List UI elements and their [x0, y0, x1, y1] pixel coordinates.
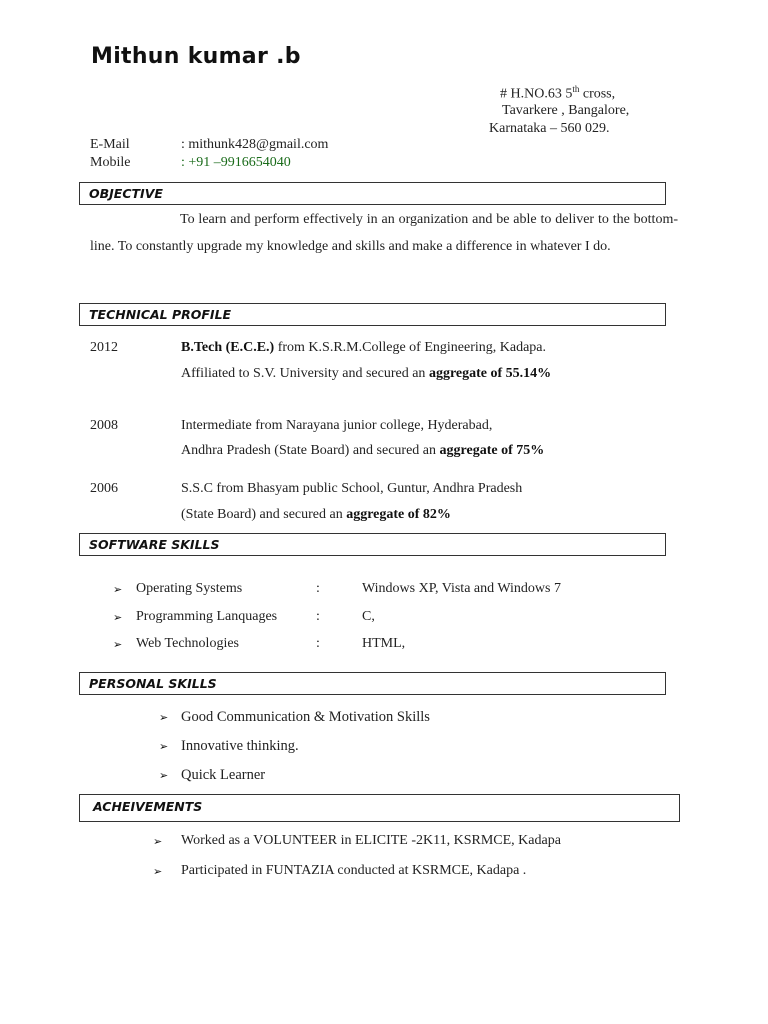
- bullet-arrow-icon: ➢: [153, 865, 163, 878]
- address-line-1: # H.NO.63 5th cross,: [500, 84, 616, 102]
- edu-year-2012: 2012: [90, 340, 118, 355]
- software-skills-section-header: [79, 533, 666, 556]
- bullet-arrow-icon: ➢: [153, 835, 163, 848]
- achievements-section-header: [79, 794, 680, 822]
- personal-skills-section-header: [79, 672, 666, 695]
- edu-line-btech: B.Tech (E.C.E.) from K.S.R.M.College of Engineering, Kadapa.: [181, 340, 546, 355]
- mobile-label: Mobile: [90, 155, 131, 170]
- bullet-arrow-icon: ➢: [113, 611, 123, 624]
- edu-line-ssc-aggregate: (State Board) and secured an aggregate of 82%: [181, 507, 451, 522]
- address-line-2: Tavarkere , Bangalore,: [502, 103, 630, 118]
- edu-year-2006: 2006: [90, 481, 118, 496]
- email-value: : mithunk428@gmail.com: [181, 137, 329, 152]
- edu-line-intermediate-aggregate: Andhra Pradesh (State Board) and secured an aggregate of 75%: [181, 443, 545, 458]
- bullet-arrow-icon: ➢: [113, 583, 123, 596]
- skill-value: C,: [362, 609, 375, 624]
- skill-value: HTML,: [362, 636, 406, 651]
- skill-colon: :: [316, 581, 320, 596]
- skill-label: Web Technologies: [136, 636, 239, 651]
- objective-text: To learn and perform effectively in an organization and be able to deliver to the bottom-line. To constantly upgrade my knowledge and skills and make a difference in whatever I do.: [90, 212, 678, 254]
- personal-skill-item: Quick Learner: [181, 767, 266, 783]
- skill-value: Windows XP, Vista and Windows 7: [362, 581, 561, 596]
- objective-title: OBJECTIVE: [89, 186, 163, 201]
- bullet-arrow-icon: ➢: [159, 740, 169, 753]
- skill-label: Operating Systems: [136, 581, 243, 596]
- edu-line-intermediate: Intermediate from Narayana junior college, Hyderabad,: [181, 418, 493, 433]
- bullet-arrow-icon: ➢: [113, 638, 123, 651]
- candidate-name: Mithun kumar .b: [91, 44, 301, 69]
- email-label: E-Mail: [90, 137, 130, 152]
- software-skills-title: SOFTWARE SKILLS: [89, 537, 220, 552]
- technical-profile-title: TECHNICAL PROFILE: [89, 307, 232, 322]
- achievement-item: Worked as a VOLUNTEER in ELICITE -2K11, KSRMCE, Kadapa: [181, 833, 561, 848]
- address-line-3: Karnataka – 560 029.: [489, 121, 610, 136]
- edu-line-ssc: S.S.C from Bhasyam public School, Guntur, Andhra Pradesh: [181, 481, 523, 496]
- objective-section-header: [79, 182, 666, 205]
- skill-colon: :: [316, 609, 320, 624]
- skill-label: Programming Lanquages: [136, 609, 278, 624]
- technical-profile-section-header: [79, 303, 666, 326]
- bullet-arrow-icon: ➢: [159, 711, 169, 724]
- bullet-arrow-icon: ➢: [159, 769, 169, 782]
- achievements-title: ACHEIVEMENTS: [93, 799, 203, 814]
- edu-line-btech-aggregate: Affiliated to S.V. University and secured an aggregate of 55.14%: [181, 366, 552, 381]
- achievement-item: Participated in FUNTAZIA conducted at KSRMCE, Kadapa .: [181, 863, 527, 878]
- skill-colon: :: [316, 636, 320, 651]
- mobile-value: : +91 –9916654040: [181, 155, 291, 170]
- edu-year-2008: 2008: [90, 418, 118, 433]
- personal-skill-item: Innovative thinking.: [181, 738, 299, 754]
- personal-skills-title: PERSONAL SKILLS: [89, 676, 217, 691]
- personal-skill-item: Good Communication & Motivation Skills: [181, 709, 430, 725]
